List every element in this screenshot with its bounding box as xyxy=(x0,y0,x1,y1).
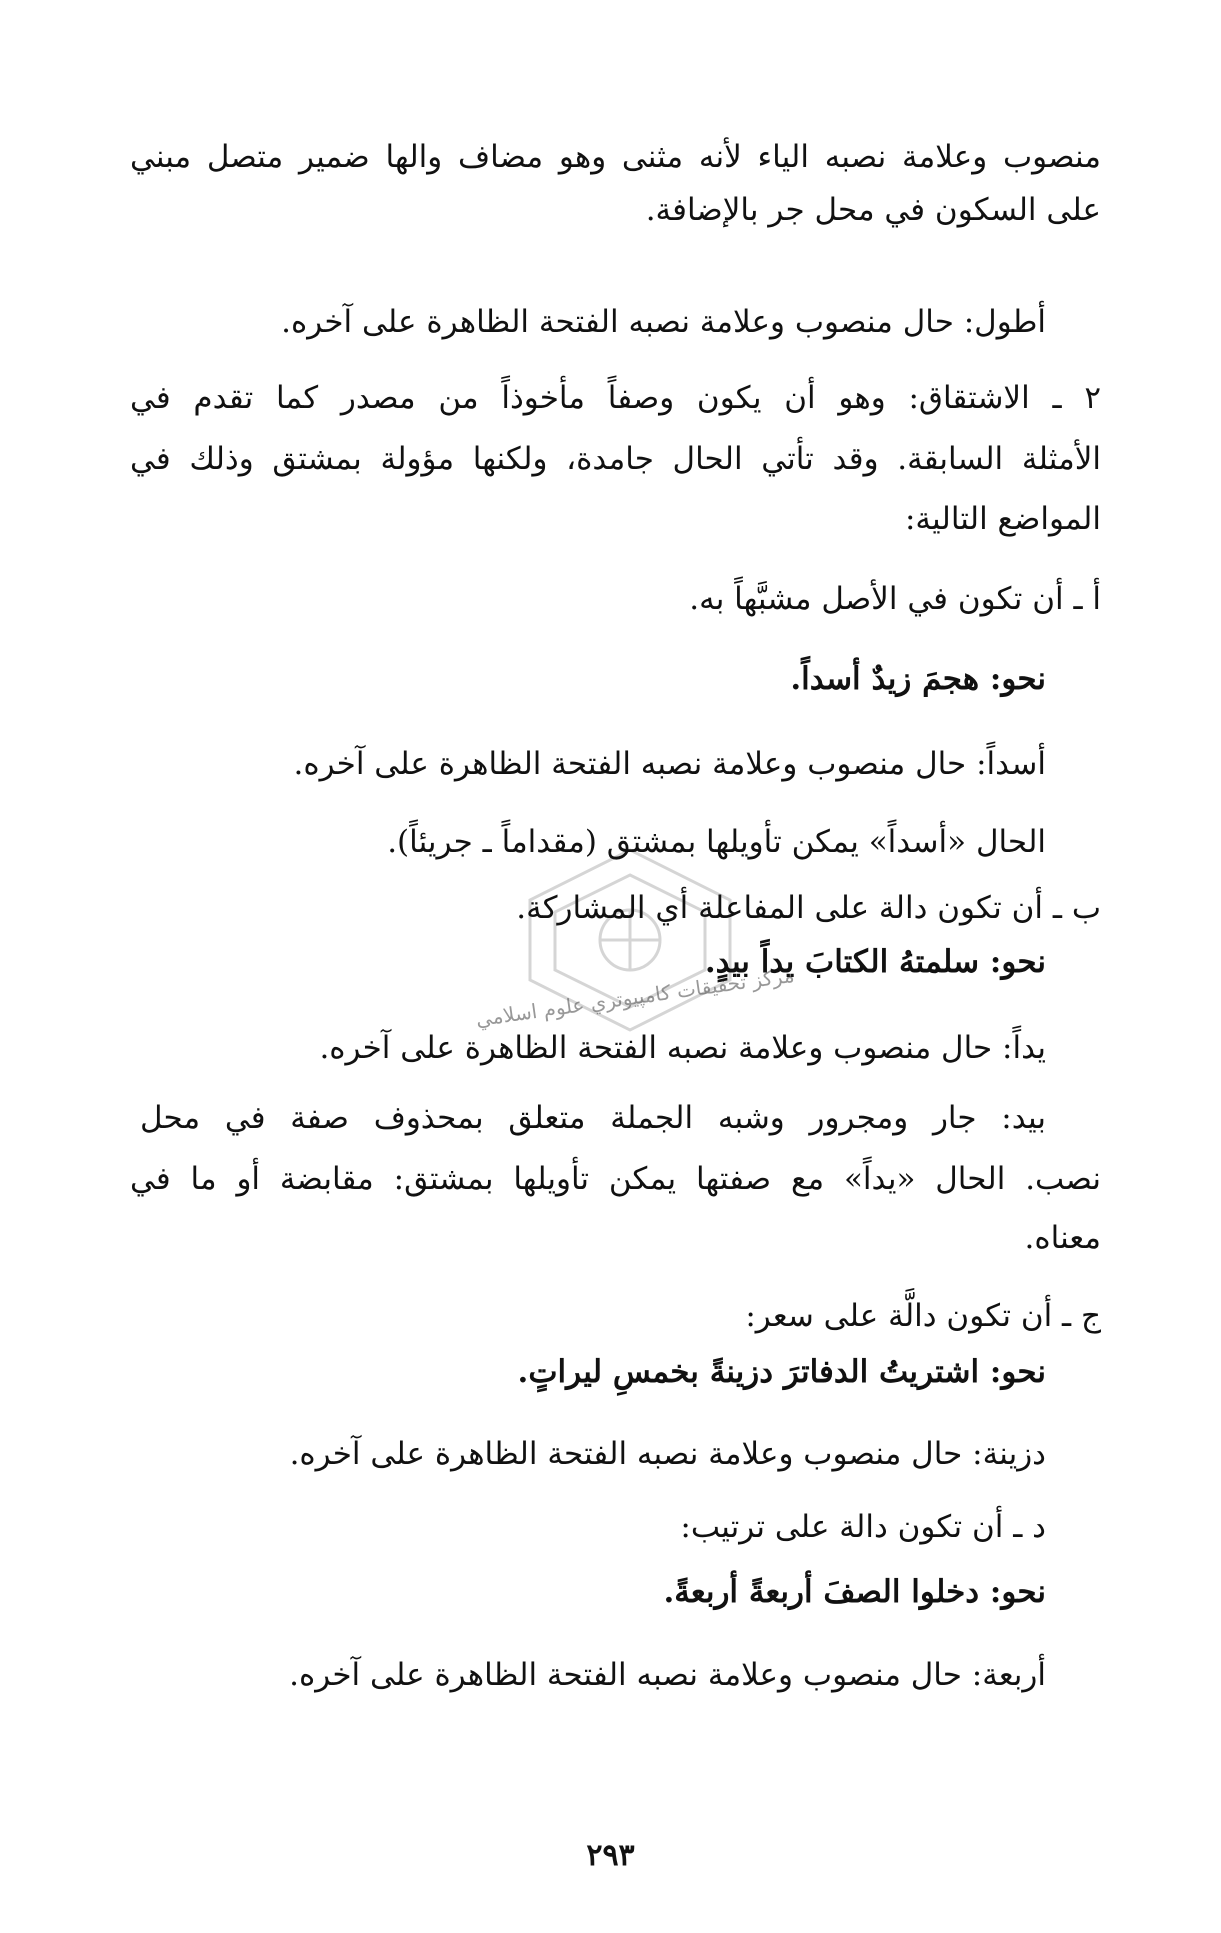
text-line-9: أسداً: حال منصوب وعلامة نصبه الفتحة الظاهرة على آخره. xyxy=(293,746,1046,782)
text-line-10: الحال «أسداً» يمكن تأويلها بمشتق (مقداماً ـ جريئاً). xyxy=(387,824,1046,860)
text-line-20: د ـ أن تكون دالة على ترتيب: xyxy=(680,1509,1046,1545)
text-line-22: أربعة: حال منصوب وعلامة نصبه الفتحة الظاهرة على آخره. xyxy=(289,1657,1046,1693)
text-line-14: بيد: جار ومجرور وشبه الجملة متعلق بمحذوف صفة في محل xyxy=(140,1100,1046,1136)
text-line-15: نصب. الحال «يداً» مع صفتها يمكن تأويلها بمشتق: مقابضة أو ما في xyxy=(130,1161,1101,1197)
watermark-text: مركز تحقيقات كامپيوتري علوم اسلامي xyxy=(474,962,796,1032)
text-line-12: نحو: سلمتهُ الكتابَ يداً بيدٍ. xyxy=(704,944,1046,980)
text-line-5: الأمثلة السابقة. وقد تأتي الحال جامدة، ولكنها مؤولة بمشتق وذلك في xyxy=(130,441,1101,477)
text-line-2: على السكون في محل جر بالإضافة. xyxy=(645,192,1101,228)
text-line-18: نحو: اشتريتُ الدفاترَ دزينةً بخمسِ ليراتٍ. xyxy=(517,1354,1046,1390)
text-line-11: ب ـ أن تكون دالة على المفاعلة أي المشاركة. xyxy=(516,890,1101,926)
text-line-17: ج ـ أن تكون دالَّة على سعر: xyxy=(745,1298,1101,1334)
text-line-13: يداً: حال منصوب وعلامة نصبه الفتحة الظاهرة على آخره. xyxy=(319,1030,1046,1066)
text-line-1: منصوب وعلامة نصبه الياء لأنه مثنى وهو مضاف والها ضمير متصل مبني xyxy=(130,139,1101,175)
page-number: ٢٩٣ xyxy=(586,1838,635,1873)
text-line-3: أطول: حال منصوب وعلامة نصبه الفتحة الظاهرة على آخره. xyxy=(281,304,1046,340)
text-line-16: معناه. xyxy=(1024,1220,1101,1256)
text-line-21: نحو: دخلوا الصفَ أربعةً أربعةً. xyxy=(663,1574,1046,1610)
text-line-7: أ ـ أن تكون في الأصل مشبَّهاً به. xyxy=(689,581,1101,617)
text-line-6: المواضع التالية: xyxy=(904,501,1101,537)
text-line-19: دزينة: حال منصوب وعلامة نصبه الفتحة الظاهرة على آخره. xyxy=(289,1436,1046,1472)
text-line-4: ٢ ـ الاشتقاق: وهو أن يكون وصفاً مأخوذاً من مصدر كما تقدم في xyxy=(130,380,1101,416)
text-line-8: نحو: هجمَ زيدٌ أسداً. xyxy=(790,661,1046,697)
